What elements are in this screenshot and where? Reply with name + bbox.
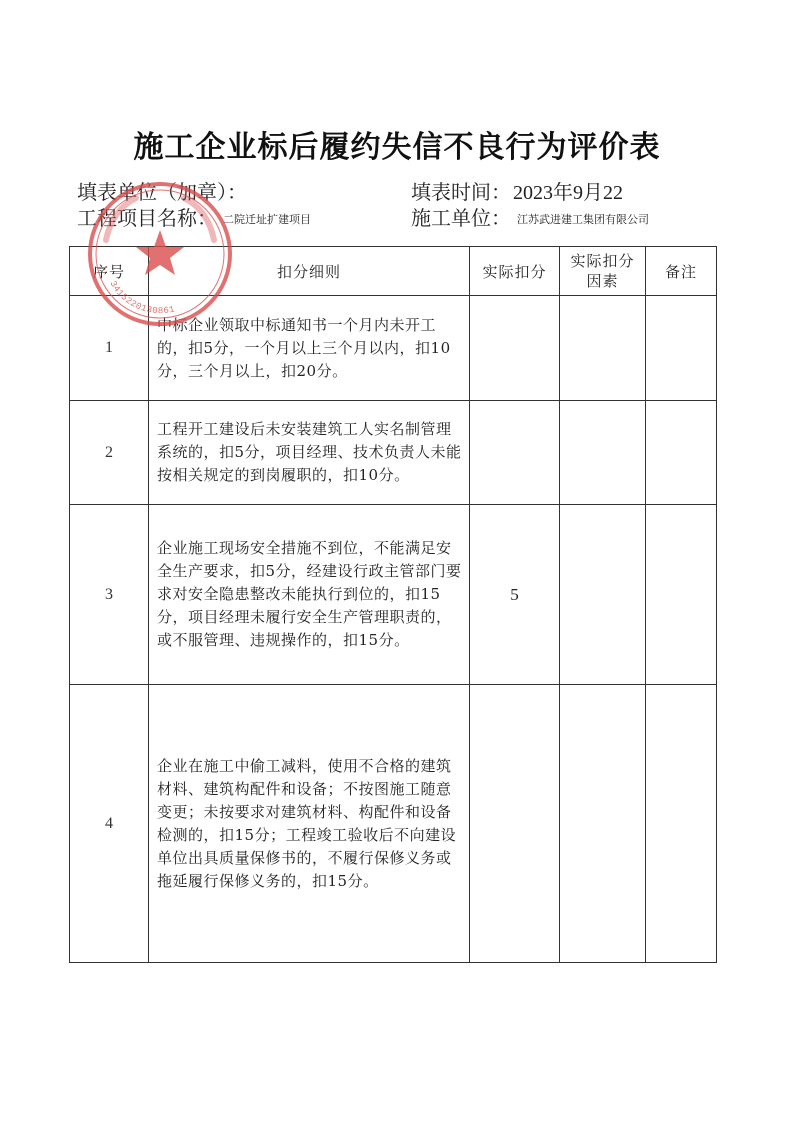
row-detail: 中标企业领取中标通知书一个月内未开工的，扣5分，一个月以上三个月以内，扣10分，三个月以上，扣20分。: [149, 296, 470, 401]
header-reason: [560, 247, 646, 296]
header-reason-line2: 因素: [586, 272, 619, 290]
header-detail: 扣分细则: [149, 247, 470, 296]
project-name-label: 工程项目名称：: [77, 206, 217, 230]
header-actual: 实际扣分: [470, 247, 560, 296]
row-remark: [646, 401, 717, 505]
row-detail: 企业施工现场安全措施不到位，不能满足安全生产要求，扣5分，经建设行政主管部门要求对安全隐患整改未能执行到位的，扣15分，项目经理未履行安全生产管理职责的，或不服管理、违规操作的，扣15分。: [149, 505, 470, 685]
row-no: 3: [70, 505, 149, 685]
table-row: [70, 685, 717, 963]
project-name-value: 二院迁址扩建项目: [223, 213, 311, 226]
row-actual: [470, 685, 560, 963]
row-no: 1: [70, 296, 149, 401]
table-header-row: [70, 247, 717, 296]
row-reason: [560, 296, 646, 401]
fill-unit-label: 填表单位（加章）：: [77, 180, 247, 204]
page-title: 施工企业标后履约失信不良行为评价表: [133, 130, 661, 165]
row-no: 2: [70, 401, 149, 505]
fill-time-label: 填表时间：: [411, 180, 511, 204]
fill-time-value: 2023年9月22: [513, 182, 623, 204]
project-name-field: [77, 202, 311, 231]
construction-unit-field: [411, 202, 649, 231]
row-remark: [646, 296, 717, 401]
row-remark: [646, 685, 717, 963]
table-row: [70, 296, 717, 401]
table-row: [70, 401, 717, 505]
seal-code-text: 3415220130861: [107, 279, 177, 317]
construction-unit-label: 施工单位：: [411, 206, 511, 230]
row-no: 4: [70, 685, 149, 963]
evaluation-table: [69, 246, 717, 963]
header-reason-line1: 实际扣分: [570, 252, 635, 270]
fill-unit-field: [77, 176, 247, 205]
row-actual: [470, 401, 560, 505]
row-reason: [560, 505, 646, 685]
row-detail: 工程开工建设后未安装建筑工人实名制管理系统的，扣5分，项目经理、技术负责人未能按相关规定的到岗履职的，扣10分。: [149, 401, 470, 505]
header-no: 序号: [70, 247, 149, 296]
row-detail: 企业在施工中偷工减料，使用不合格的建筑材料、建筑构配件和设备；不按图施工随意变更；未按要求对建筑材料、构配件和设备检测的，扣15分；工程竣工验收后不向建设单位出具质量保修书的，不履行保修义务或拖延履行保修义务的，扣15分。: [149, 685, 470, 963]
row-remark: [646, 505, 717, 685]
row-reason: [560, 401, 646, 505]
fill-time-field: [411, 176, 623, 205]
construction-unit-value: 江苏武进建工集团有限公司: [517, 213, 649, 226]
table-row: [70, 505, 717, 685]
row-reason: [560, 685, 646, 963]
header-remark: 备注: [646, 247, 717, 296]
row-actual: [470, 296, 560, 401]
row-actual: 5: [470, 505, 560, 685]
